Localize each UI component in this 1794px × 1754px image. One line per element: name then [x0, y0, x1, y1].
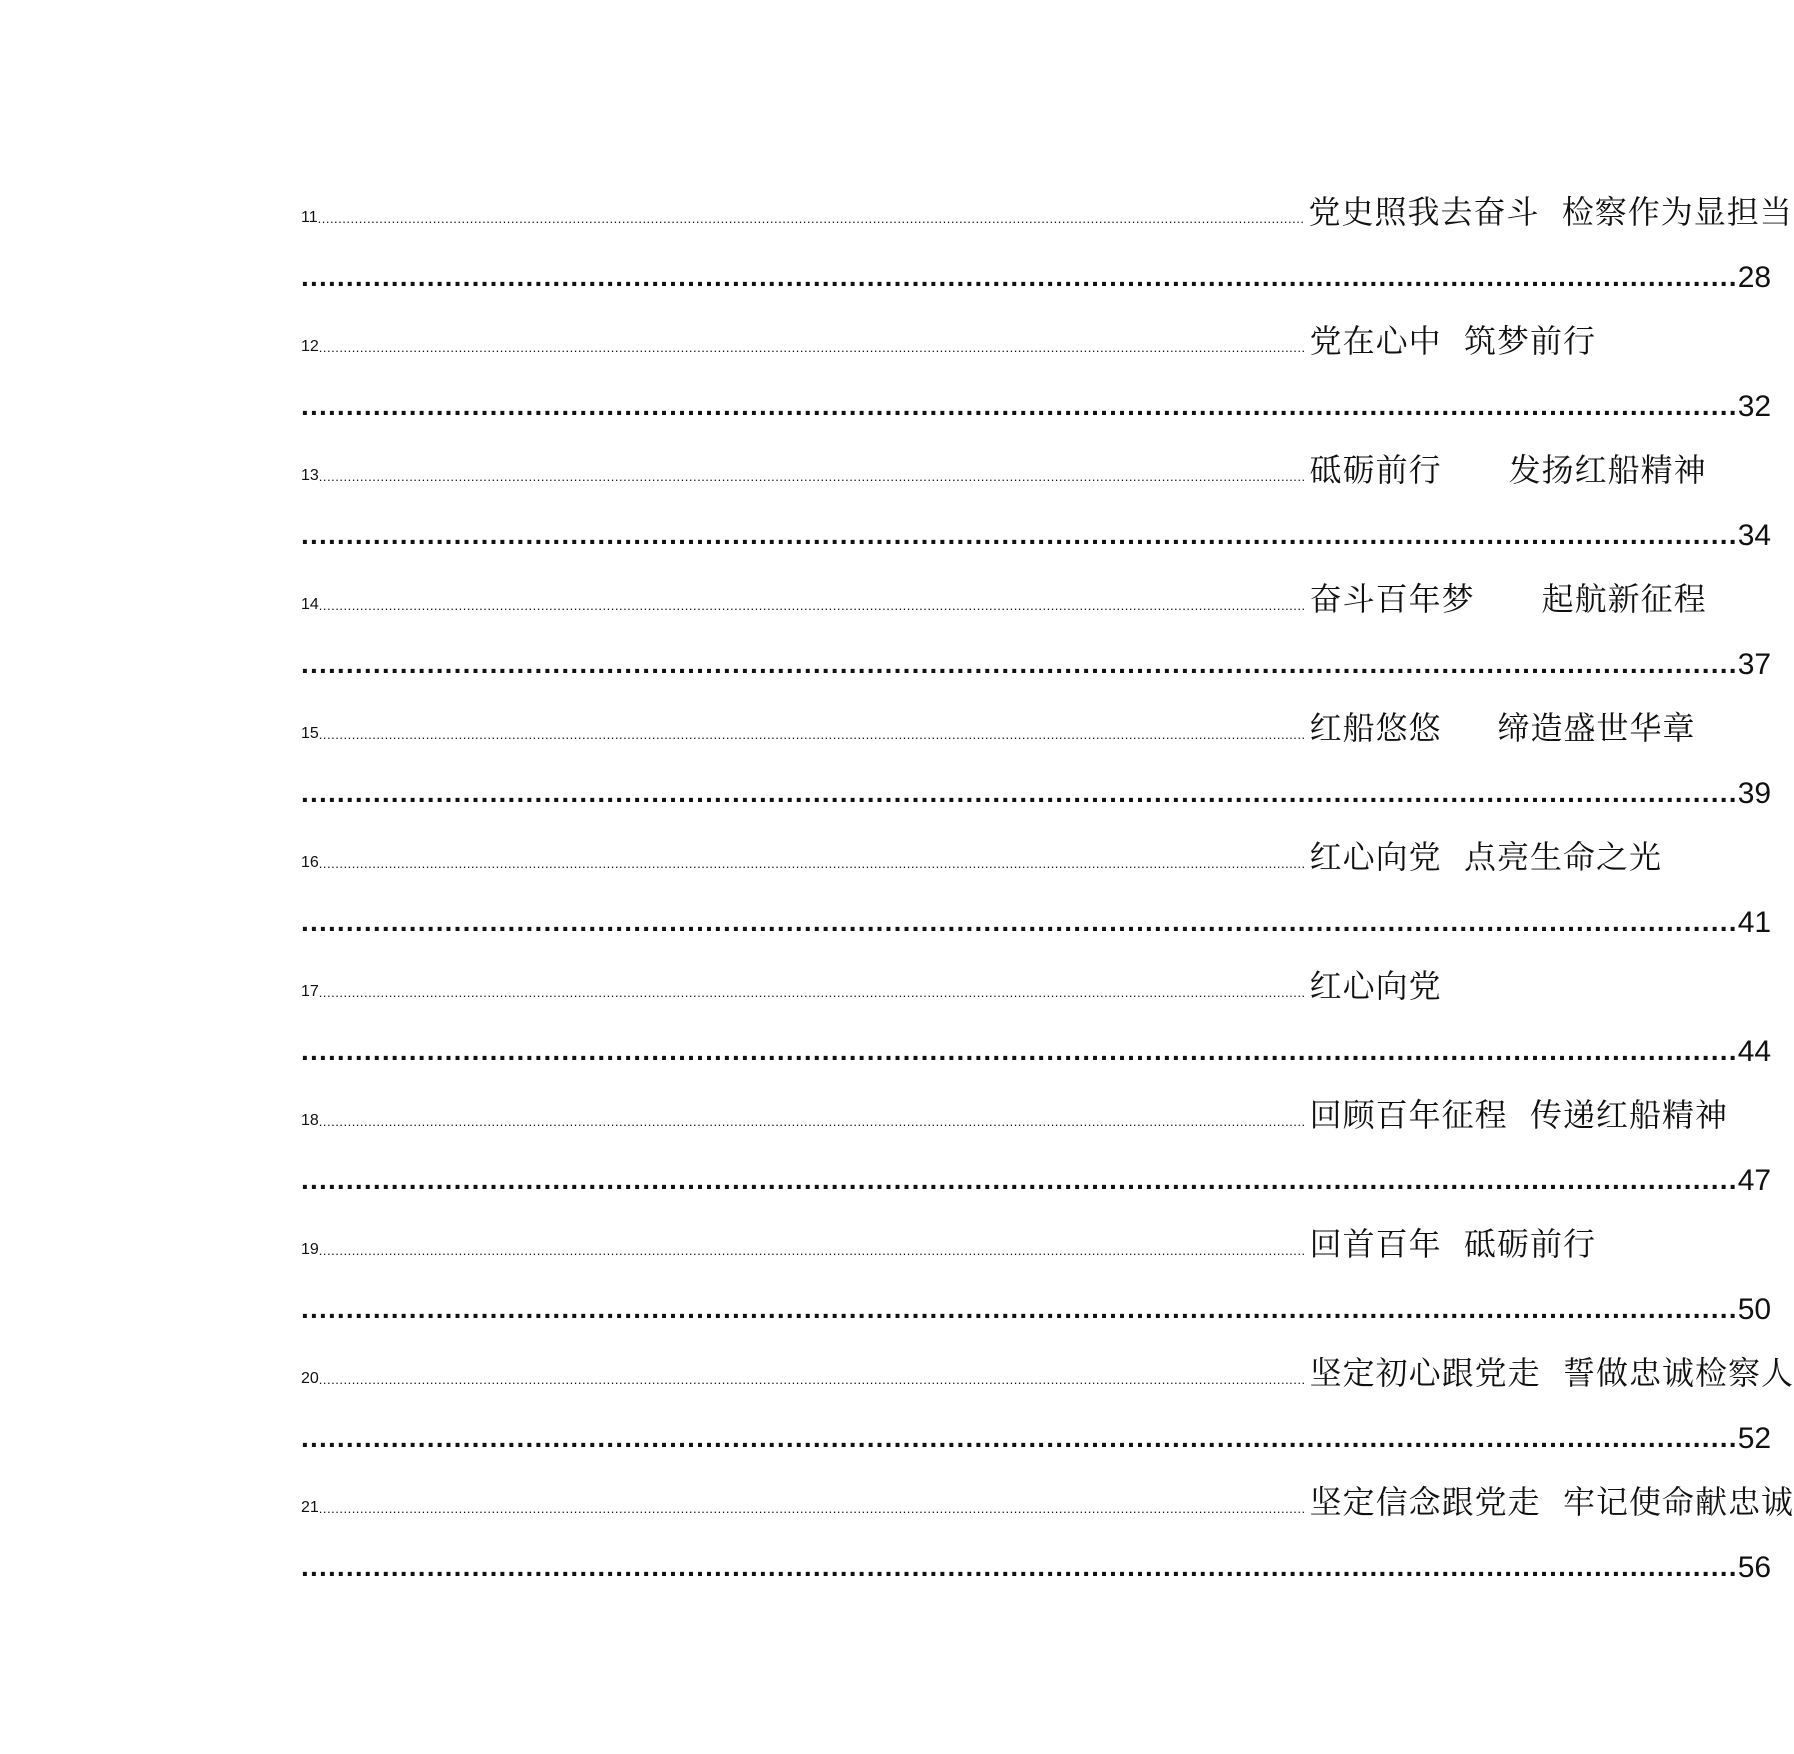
- entry-number: 11: [301, 209, 318, 226]
- toc-page-line[interactable]: [301, 359, 1772, 424]
- dot-leader: ................................................................................................................................................................: [301, 1551, 1738, 1582]
- entry-number: 13: [301, 467, 319, 484]
- page-number[interactable]: 41: [1737, 906, 1772, 939]
- toc-entry[interactable]: [301, 1327, 1794, 1456]
- dot-leader: ................................................................................................................................................................................................................................................: [318, 598, 1306, 613]
- entry-number: 16: [301, 854, 319, 871]
- toc-page-line[interactable]: [301, 1520, 1772, 1585]
- table-of-contents: [301, 166, 1794, 1585]
- page-number[interactable]: 34: [1737, 519, 1772, 552]
- toc-title-line[interactable]: [301, 295, 1596, 360]
- dot-leader: ................................................................................................................................................................: [301, 906, 1738, 937]
- dot-leader: ................................................................................................................................................................................................................................................: [318, 1501, 1306, 1516]
- toc-entry[interactable]: [301, 682, 1772, 811]
- dot-leader: ................................................................................................................................................................................................................................................: [318, 856, 1306, 871]
- page-number[interactable]: 44: [1737, 1035, 1772, 1068]
- entry-title[interactable]: 坚定初心跟党走 誓做忠诚检察人: [1309, 1354, 1794, 1392]
- dot-leader: ................................................................................................................................................................: [301, 519, 1738, 550]
- toc-title-line[interactable]: [301, 166, 1793, 231]
- toc-title-line[interactable]: [301, 940, 1442, 1005]
- entry-title[interactable]: 党史照我去奋斗 检察作为显担当: [1308, 193, 1793, 231]
- entry-title[interactable]: 砥砺前行 发扬红船精神: [1309, 451, 1707, 489]
- dot-leader: ................................................................................................................................................................................................................................................: [318, 727, 1306, 742]
- page-number[interactable]: 39: [1737, 777, 1772, 810]
- dot-leader: ................................................................................................................................................................: [301, 777, 1738, 808]
- toc-page-line[interactable]: [301, 1133, 1772, 1198]
- entry-number: 12: [301, 338, 319, 355]
- toc-entry[interactable]: [301, 553, 1772, 682]
- dot-leader: ................................................................................................................................................................: [301, 1422, 1738, 1453]
- toc-entry[interactable]: [301, 166, 1793, 295]
- dot-leader: ................................................................................................................................................................: [301, 390, 1738, 421]
- entry-title[interactable]: 回首百年 砥砺前行: [1309, 1225, 1596, 1263]
- entry-number: 21: [301, 1499, 319, 1516]
- dot-leader: ................................................................................................................................................................: [301, 1164, 1738, 1195]
- entry-title[interactable]: 红船悠悠 缔造盛世华章: [1309, 709, 1696, 747]
- dot-leader: ................................................................................................................................................................................................................................................: [318, 1243, 1306, 1258]
- entry-title[interactable]: 红心向党: [1309, 967, 1442, 1005]
- toc-title-line[interactable]: [301, 1327, 1794, 1392]
- toc-page-line[interactable]: [301, 746, 1772, 811]
- entry-title[interactable]: 奋斗百年梦 起航新征程: [1309, 580, 1707, 618]
- dot-leader: ................................................................................................................................................................: [301, 648, 1738, 679]
- toc-entry[interactable]: [301, 1198, 1772, 1327]
- entry-title[interactable]: 红心向党 点亮生命之光: [1309, 838, 1662, 876]
- page-number[interactable]: 32: [1737, 390, 1772, 423]
- dot-leader: ................................................................................................................................................................................................................................................: [318, 1372, 1306, 1387]
- entry-title[interactable]: 坚定信念跟党走 牢记使命献忠诚: [1309, 1483, 1794, 1521]
- entry-number: 14: [301, 596, 319, 613]
- toc-title-line[interactable]: [301, 811, 1662, 876]
- entry-title[interactable]: 回顾百年征程 传递红船精神: [1309, 1096, 1728, 1134]
- dot-leader: ................................................................................................................................................................: [301, 1035, 1738, 1066]
- dot-leader: ................................................................................................................................................................................................................................................: [318, 985, 1306, 1000]
- toc-entry[interactable]: [301, 295, 1772, 424]
- page-number[interactable]: 56: [1737, 1551, 1772, 1584]
- entry-title[interactable]: 党在心中 筑梦前行: [1309, 322, 1596, 360]
- page-number[interactable]: 37: [1737, 648, 1772, 681]
- page-number[interactable]: 28: [1737, 261, 1772, 294]
- toc-title-line[interactable]: [301, 553, 1707, 618]
- toc-page-line[interactable]: [301, 1262, 1772, 1327]
- dot-leader: ................................................................................................................................................................: [301, 261, 1738, 292]
- toc-page-line[interactable]: [301, 1391, 1772, 1456]
- toc-page-line[interactable]: [301, 617, 1772, 682]
- entry-number: 20: [301, 1370, 319, 1387]
- entry-number: 18: [301, 1112, 319, 1129]
- toc-entry[interactable]: [301, 424, 1772, 553]
- toc-entry[interactable]: [301, 1069, 1772, 1198]
- page-number[interactable]: 50: [1737, 1293, 1772, 1326]
- entry-number: 17: [301, 983, 319, 1000]
- dot-leader: ................................................................................................................................................................................................................................................: [318, 1114, 1306, 1129]
- toc-title-line[interactable]: [301, 1198, 1596, 1263]
- toc-entry[interactable]: [301, 940, 1772, 1069]
- toc-page-line[interactable]: [301, 875, 1772, 940]
- dot-leader: ................................................................................................................................................................................................................................................: [318, 469, 1306, 484]
- entry-number: 15: [301, 725, 319, 742]
- dot-leader: ................................................................................................................................................................................................................................................: [318, 340, 1306, 355]
- toc-page-line[interactable]: [301, 230, 1772, 295]
- toc-title-line[interactable]: [301, 682, 1696, 747]
- page-number[interactable]: 47: [1737, 1164, 1772, 1197]
- toc-title-line[interactable]: [301, 1069, 1728, 1134]
- entry-number: 19: [301, 1241, 319, 1258]
- toc-title-line[interactable]: [301, 424, 1707, 489]
- dot-leader: ................................................................................................................................................................................................................................................: [317, 211, 1305, 226]
- toc-page-line[interactable]: [301, 1004, 1772, 1069]
- page-number[interactable]: 52: [1737, 1422, 1772, 1455]
- toc-entry[interactable]: [301, 811, 1772, 940]
- toc-entry[interactable]: [301, 1456, 1794, 1585]
- toc-page-line[interactable]: [301, 488, 1772, 553]
- dot-leader: ................................................................................................................................................................: [301, 1293, 1738, 1324]
- toc-title-line[interactable]: [301, 1456, 1794, 1521]
